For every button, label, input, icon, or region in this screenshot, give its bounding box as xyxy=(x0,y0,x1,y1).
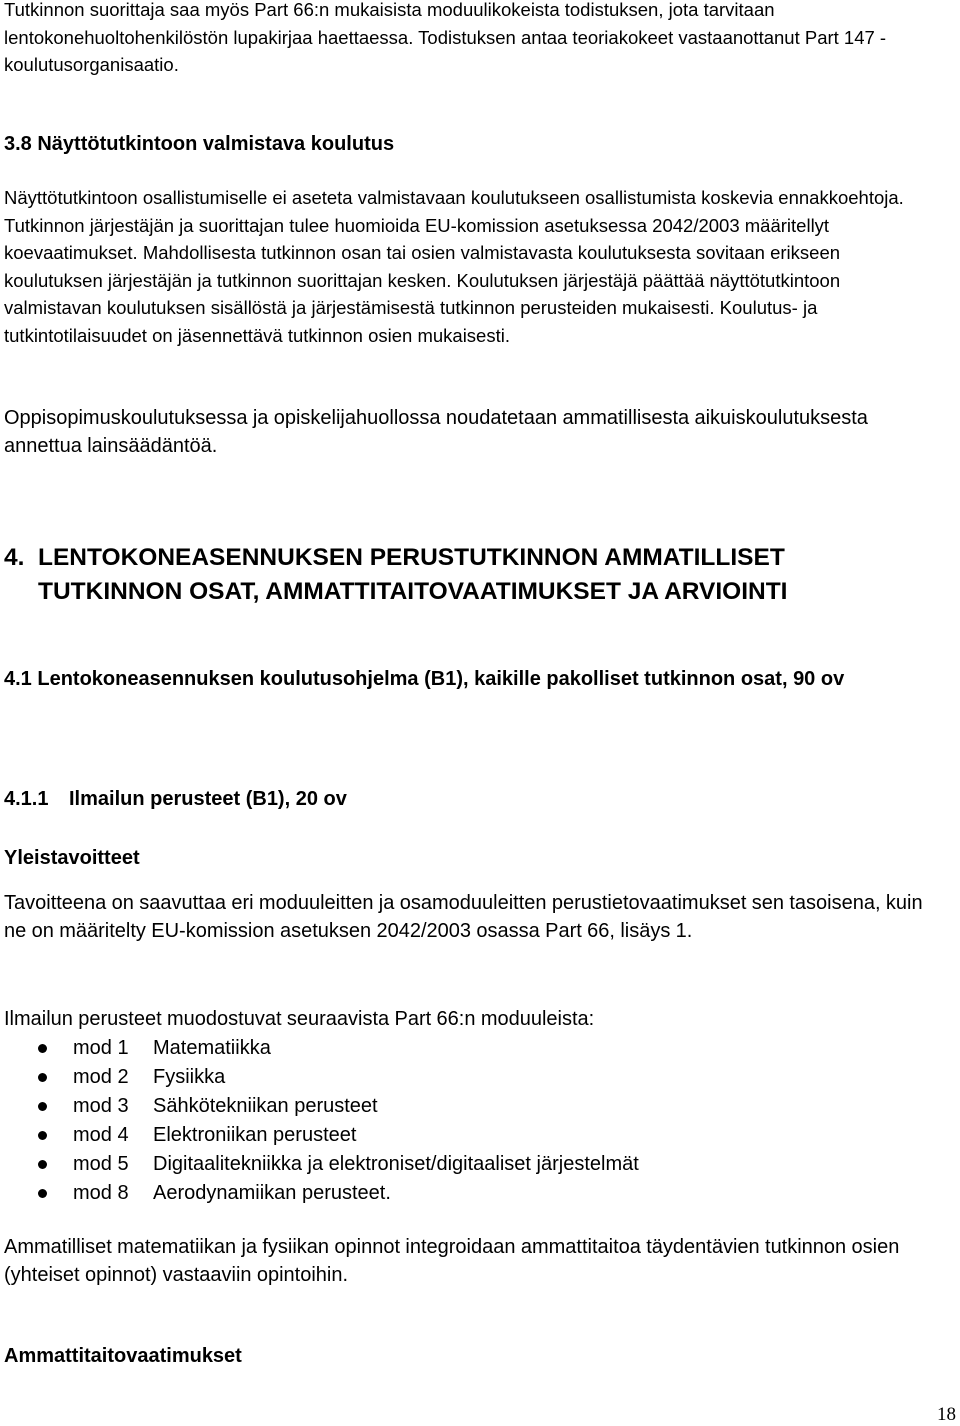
page-number: 18 xyxy=(937,1404,956,1425)
chapter-4-title-line-2: TUTKINNON OSAT, AMMATTITAITOVAATIMUKSET JA ARVIOINTI xyxy=(38,578,788,605)
section-4-1-1-number: 4.1.1 xyxy=(4,788,49,810)
bullet-icon xyxy=(38,1131,47,1140)
chapter-4-heading xyxy=(4,541,944,609)
module-name: Aerodynamiikan perusteet. xyxy=(153,1182,391,1204)
list-item xyxy=(4,1034,904,1063)
list-item xyxy=(4,1063,904,1092)
module-name: Fysiikka xyxy=(153,1066,226,1088)
section-3-8-heading: 3.8 Näyttötutkintoon valmistava koulutus xyxy=(4,133,395,155)
general-goals-heading: Yleistavoitteet xyxy=(4,847,140,869)
module-code: mod 8 xyxy=(73,1182,129,1204)
list-item xyxy=(4,1092,904,1121)
module-list xyxy=(4,1034,904,1208)
bullet-icon xyxy=(38,1044,47,1053)
section-4-1-heading: 4.1 Lentokoneasennuksen koulutusohjelma (B1), kaikille pakolliset tutkinnon osat, 90 ov xyxy=(4,668,845,690)
module-name: Elektroniikan perusteet xyxy=(153,1124,357,1146)
skills-heading: Ammattitaitovaatimukset xyxy=(4,1345,242,1367)
module-name: Sähkötekniikan perusteet xyxy=(153,1095,378,1117)
section-4-1-1-title: Ilmailun perusteet (B1), 20 ov xyxy=(69,788,347,810)
module-code: mod 4 xyxy=(73,1124,129,1146)
bullet-icon xyxy=(38,1073,47,1082)
list-item xyxy=(4,1179,904,1208)
section-3-8-paragraph-1: Näyttötutkintoon osallistumiselle ei aseteta valmistavaan koulutukseen osallistumista koskevia ennakkoehtoja. Tutkinnon järjestäjän ja suorittajan tulee huomioida EU-komission asetuksessa 2042/2003 määritellyt koevaatimukset. Mahdollisesta tutkinnon osan tai osien valmistavasta koulutuksesta sovitaan erikseen koulutuksen järjestäjän ja tutkinnon suorittajan kesken. Koulutuksen järjestäjä päättää näyttötutkintoon valmistavan koulutuksen sisällöstä ja järjestämisestä tutkinnon perusteiden mukaisesti. Koulutus- ja tutkintotilaisuudet on jäsennettävä tutkinnon osien mukaisesti. xyxy=(4,187,904,346)
intro-paragraph: Tutkinnon suorittaja saa myös Part 66:n mukaisista moduulikokeista todistuksen, jota tarvitaan lentokonehuoltohenkilöstön lupakirjaa haettaessa. Todistuksen antaa teoriakokeet vastaanottanut Part 147 -koulutusorganisaatio. xyxy=(4,0,887,75)
modules-intro: Ilmailun perusteet muodostuvat seuraavista Part 66:n moduuleista: xyxy=(4,1008,595,1030)
chapter-4-title-line-1: LENTOKONEASENNUKSEN PERUSTUTKINNON AMMATILLISET xyxy=(38,544,785,571)
module-code: mod 3 xyxy=(73,1095,129,1117)
section-3-8-paragraph-2: Oppisopimuskoulutuksessa ja opiskelijahuollossa noudatetaan ammatillisesta aikuiskoulutuksesta annettua lainsäädäntöä. xyxy=(4,407,868,457)
module-name: Matematiikka xyxy=(153,1037,271,1059)
bullet-icon xyxy=(38,1102,47,1111)
general-goals-paragraph: Tavoitteena on saavuttaa eri moduuleitten ja osamoduuleitten perustietovaatimukset sen tasoisena, kuin ne on määritelty EU-komission asetuksen 2042/2003 osassa Part 66, lisäys 1. xyxy=(4,892,923,942)
module-code: mod 5 xyxy=(73,1153,129,1175)
section-4-1-1-heading xyxy=(4,786,347,814)
bullet-icon xyxy=(38,1189,47,1198)
list-item xyxy=(4,1150,904,1179)
chapter-4-number: 4. xyxy=(4,544,25,571)
list-item xyxy=(4,1121,904,1150)
module-code: mod 1 xyxy=(73,1037,129,1059)
bullet-icon xyxy=(38,1160,47,1169)
integration-paragraph: Ammatilliset matematiikan ja fysiikan opinnot integroidaan ammattitaitoa täydentävien tutkinnon osien (yhteiset opinnot) vastaaviin opintoihin. xyxy=(4,1236,900,1286)
module-name: Digitaalitekniikka ja elektroniset/digitaaliset järjestelmät xyxy=(153,1153,639,1175)
module-code: mod 2 xyxy=(73,1066,129,1088)
